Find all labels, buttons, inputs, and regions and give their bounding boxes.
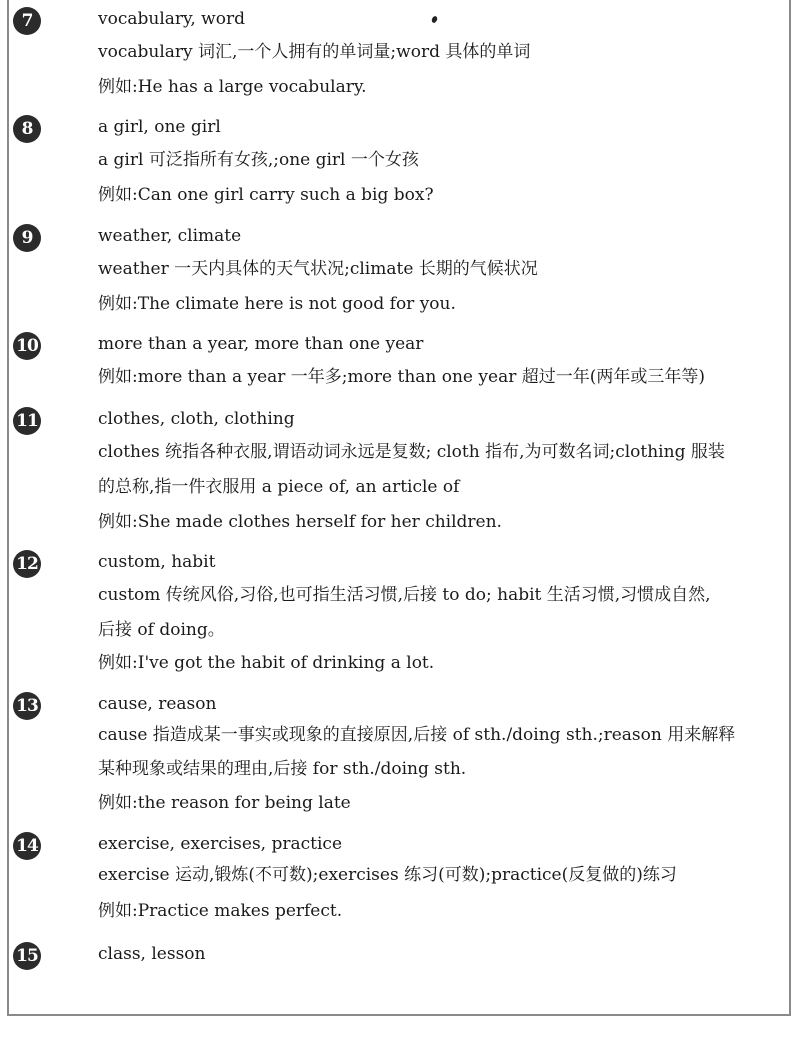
- document-page: [7, 0, 791, 1016]
- entry-heading: exercise, exercises, practice: [98, 834, 343, 854]
- entry-number-badge: 15: [13, 942, 41, 970]
- entry-number-badge: 11: [13, 407, 41, 435]
- entry-example: 例如:Practice makes perfect.: [98, 901, 343, 921]
- entry-heading: weather, climate: [98, 226, 242, 246]
- entry-explanation: vocabulary 词汇,一个人拥有的单词量;word 具体的单词: [98, 42, 531, 62]
- entry-example: 例如:She made clothes herself for her children.: [98, 512, 502, 532]
- entry-example: 例如:more than a year 一年多;more than one year 超过一年(两年或三年等): [98, 367, 705, 387]
- entry-heading: clothes, cloth, clothing: [98, 409, 295, 429]
- entry-explanation: 的总称,指一件衣服用 a piece of, an article of: [98, 477, 460, 497]
- entry-explanation: a girl 可泛指所有女孩,;one girl 一个女孩: [98, 150, 419, 170]
- entry-explanation: 某种现象或结果的理由,后接 for sth./doing sth.: [98, 759, 467, 779]
- entry-heading: more than a year, more than one year: [98, 334, 424, 354]
- entry-explanation: cause 指造成某一事实或现象的直接原因,后接 of sth./doing sth.;reason 用来解释: [98, 725, 736, 745]
- entry-explanation: exercise 运动,锻炼(不可数);exercises 练习(可数);practice(反复做的)练习: [98, 865, 677, 885]
- entry-explanation: clothes 统指各种衣服,谓语动词永远是复数; cloth 指布,为可数名词;clothing 服装: [98, 442, 725, 462]
- entry-heading: cause, reason: [98, 694, 217, 714]
- ink-speck: [431, 15, 438, 23]
- entry-heading: a girl, one girl: [98, 117, 221, 137]
- entry-example: 例如:He has a large vocabulary.: [98, 77, 367, 97]
- entry-number-badge: 10: [13, 332, 41, 360]
- entry-number-badge: 7: [13, 7, 41, 35]
- entry-number-badge: 13: [13, 692, 41, 720]
- entry-example: 例如:Can one girl carry such a big box?: [98, 185, 434, 205]
- entry-heading: vocabulary, word: [98, 9, 245, 29]
- entry-number-badge: 9: [13, 224, 41, 252]
- entry-explanation: custom 传统风俗,习俗,也可指生活习惯,后接 to do; habit 生活习惯,习惯成自然,: [98, 585, 711, 605]
- entry-heading: custom, habit: [98, 552, 216, 572]
- entry-number-badge: 8: [13, 115, 41, 143]
- entry-example: 例如:I've got the habit of drinking a lot.: [98, 653, 435, 673]
- entry-heading: class, lesson: [98, 944, 206, 964]
- entry-explanation: 后接 of doing。: [98, 620, 225, 640]
- entry-example: 例如:The climate here is not good for you.: [98, 294, 456, 314]
- entry-explanation: weather 一天内具体的天气状况;climate 长期的气候状况: [98, 259, 538, 279]
- entry-example: 例如:the reason for being late: [98, 793, 351, 813]
- entry-number-badge: 12: [13, 550, 41, 578]
- entry-number-badge: 14: [13, 832, 41, 860]
